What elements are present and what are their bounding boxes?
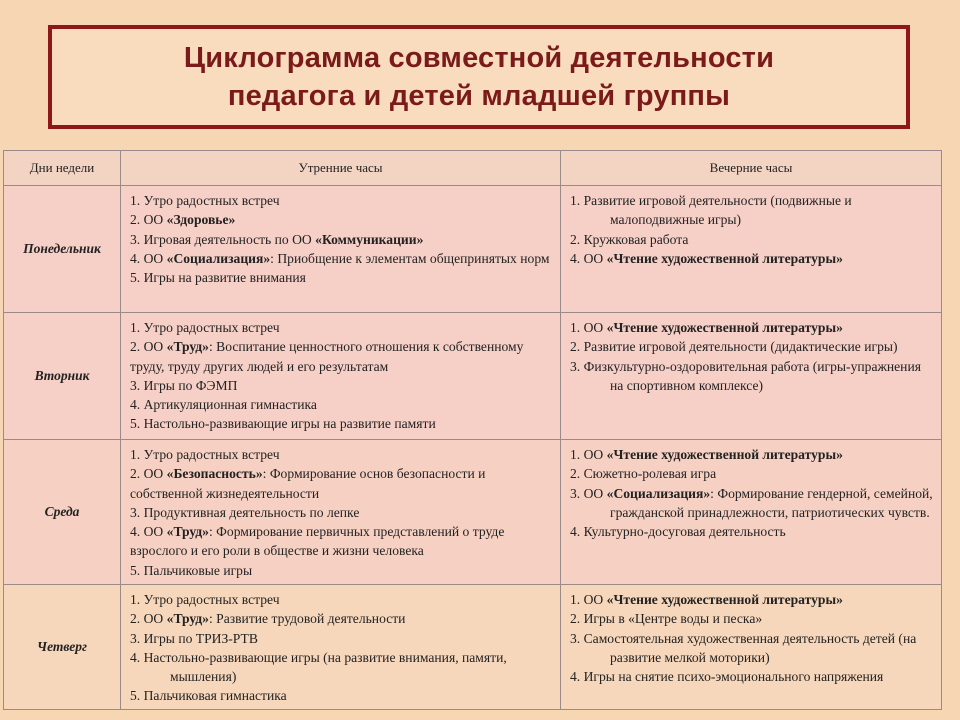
list-item: 4. ОО «Труд»: Формирование первичных представлений о труде взрослого и его роли в обществе и жизни человека (130, 524, 505, 559)
morning-cell (121, 585, 561, 710)
list-item: 3. Физкультурно-оздоровительная работа (игры-упражнения на спортивном комплексе) (570, 358, 921, 393)
list-item: 2. ОО «Труд»: Развитие трудовой деятельности (130, 611, 406, 627)
table-row-tuesday (4, 313, 942, 440)
evening-cell (561, 585, 942, 710)
list-item: 4. ОО «Чтение художественной литературы» (570, 250, 843, 266)
list-item: 5. Пальчиковая гимнастика (130, 688, 287, 704)
list-item: 1. Утро радостных встреч (130, 320, 280, 335)
schedule-table (3, 150, 942, 710)
header-morning: Утренние часы (121, 151, 561, 186)
list-item: 1. Развитие игровой деятельности (подвижные и малоподвижные игры) (570, 193, 852, 228)
list-item: 3. Продуктивная деятельность по лепке (130, 504, 360, 520)
list-item: 3. Игровая деятельность по ОО «Коммуникации» (130, 231, 424, 247)
list-item: 1. Утро радостных встреч (130, 592, 280, 607)
day-cell: Понедельник (4, 186, 121, 313)
evening-cell (561, 313, 942, 440)
day-cell: Четверг (4, 585, 121, 710)
list-item: 3. Игры по ФЭМП (130, 377, 238, 393)
list-item: 5. Настольно-развивающие игры на развитие памяти (130, 416, 436, 432)
list-item: 3. Самостоятельная художественная деятельность детей (на развитие мелкой моторики) (570, 630, 917, 665)
list-item: 4. Игры на снятие психо-эмоционального напряжения (570, 669, 884, 685)
page-title-line-1: Циклограмма совместной деятельности (183, 42, 775, 74)
list-item: 3. Игры по ТРИЗ-РТВ (130, 630, 258, 646)
evening-cell (561, 186, 942, 313)
header-evening: Вечерние часы (561, 151, 942, 186)
header-days: Дни недели (4, 151, 121, 186)
list-item: 2. Развитие игровой деятельности (дидактические игры) (570, 339, 898, 355)
page-title-line-2: педагога и детей младшей группы (227, 80, 731, 112)
list-item: 1. Утро радостных встреч (130, 193, 280, 208)
list-item: 4. Настольно-развивающие игры (на развитие внимания, памяти, мышления) (130, 649, 507, 685)
list-item: 1. ОО «Чтение художественной литературы» (570, 320, 843, 335)
list-item: 1. ОО «Чтение художественной литературы» (570, 592, 843, 607)
table-row-wednesday (4, 440, 942, 585)
list-item: 2. ОО «Здоровье» (130, 212, 236, 228)
list-item: 3. ОО «Социализация»: Формирование гендерной, семейной, гражданской принадлежности, патриотических чувств. (570, 485, 933, 520)
list-item: 4. ОО «Социализация»: Приобщение к элементам общепринятых норм (130, 250, 550, 266)
morning-cell (121, 186, 561, 313)
list-item: 2. Кружковая работа (570, 231, 689, 247)
list-item: 5. Игры на развитие внимания (130, 270, 306, 286)
list-item: 2. Сюжетно-ролевая игра (570, 466, 717, 482)
list-item: 4. Артикуляционная гимнастика (130, 397, 317, 413)
evening-cell (561, 440, 942, 585)
morning-cell (121, 440, 561, 585)
list-item: 2. ОО «Безопасность»: Формирование основ безопасности и собственной жизнедеятельности (130, 466, 486, 501)
title-box (48, 25, 910, 129)
list-item: 1. ОО «Чтение художественной литературы» (570, 447, 843, 462)
list-item: 4. Культурно-досуговая деятельность (570, 524, 786, 540)
morning-cell (121, 313, 561, 440)
table-row-thursday (4, 585, 942, 710)
day-cell: Вторник (4, 313, 121, 440)
list-item: 5. Пальчиковые игры (130, 562, 253, 578)
table-header-row (4, 151, 942, 186)
list-item: 2. Игры в «Центре воды и песка» (570, 611, 763, 627)
table-row-monday (4, 186, 942, 313)
day-cell: Среда (4, 440, 121, 585)
list-item: 2. ОО «Труд»: Воспитание ценностного отношения к собственному труду, труду других людей и его результатам (130, 339, 524, 374)
list-item: 1. Утро радостных встреч (130, 447, 280, 462)
